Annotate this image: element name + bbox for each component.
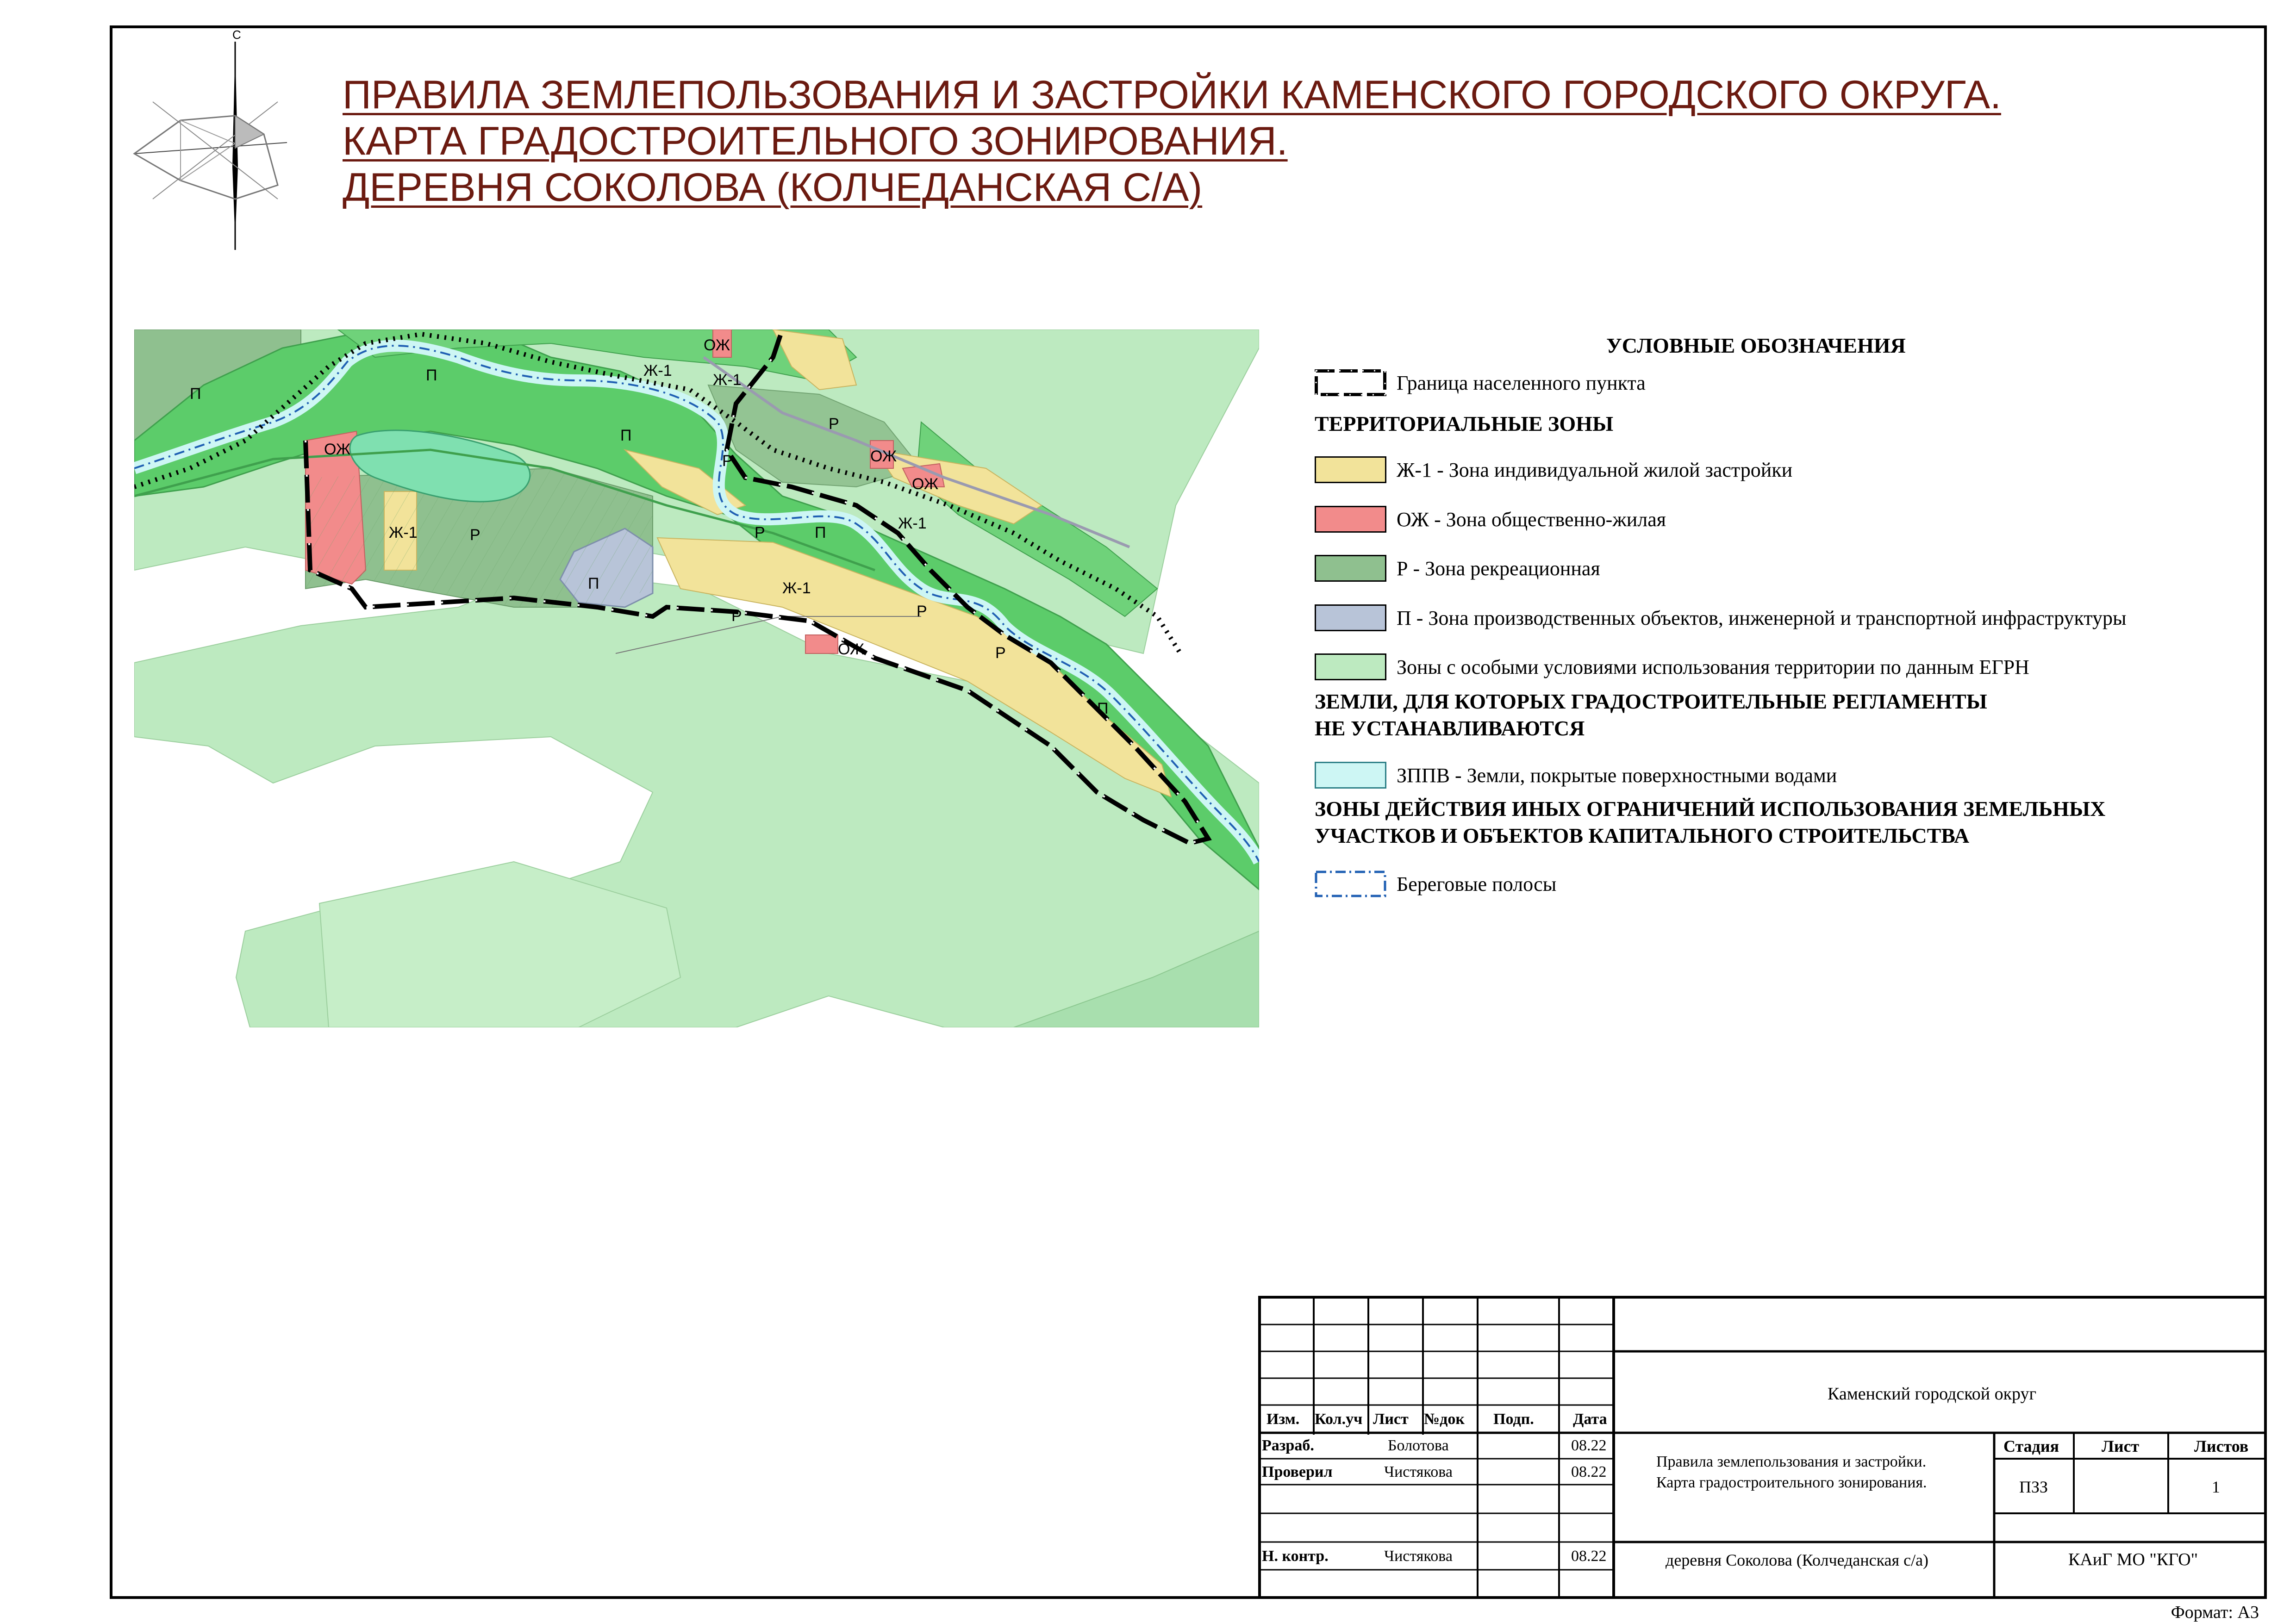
map-label-ozh-2: ОЖ: [704, 336, 730, 354]
stamp-role-nkontr: Н. контр.: [1262, 1548, 1329, 1565]
stamp-name-proveril: Чистякова: [1384, 1463, 1453, 1480]
legend-heading-lands-1: ЗЕМЛИ, ДЛЯ КОТОРЫХ ГРАДОСТРОИТЕЛЬНЫЕ РЕГЛАМЕНТЫ: [1315, 690, 1987, 713]
legend-item-zh1: [1315, 454, 1792, 486]
zoning-map[interactable]: [134, 330, 1259, 1027]
map-label-ozh-1: ОЖ: [324, 441, 351, 458]
legend-item-ozh: [1315, 503, 1666, 535]
shore-line-icon: [1315, 871, 1386, 897]
stamp-header-ndok: №док: [1424, 1411, 1465, 1428]
map-label-ozh-5: ОЖ: [838, 640, 865, 658]
legend-label-zppv: ЗППВ - Земли, покрытые поверхностными водами: [1397, 764, 1837, 787]
legend-item-boundary: [1315, 367, 1646, 399]
stamp-doc-line-2: Карта градостроительного зонирования.: [1656, 1474, 1927, 1491]
legend-heading-other-1: ЗОНЫ ДЕЙСТВИЯ ИНЫХ ОГРАНИЧЕНИЙ ИСПОЛЬЗОВАНИЯ ЗЕМЕЛЬНЫХ: [1315, 797, 2106, 821]
stamp-name-razrab: Болотова: [1388, 1437, 1449, 1454]
legend-title: УСЛОВНЫЕ ОБОЗНАЧЕНИЯ: [1606, 334, 1906, 357]
legend-heading-other-2: УЧАСТКОВ И ОБЪЕКТОВ КАПИТАЛЬНОГО СТРОИТЕЛЬСТВА: [1315, 824, 1970, 847]
map-label-r-5: Р: [917, 603, 927, 620]
title-line-3: ДЕРЕВНЯ СОКОЛОВА (КОЛЧЕДАНСКАЯ С/А): [343, 165, 1203, 210]
legend-item-p: [1315, 602, 2127, 634]
legend-label-shore: Береговые полосы: [1397, 872, 1557, 895]
north-label: С: [232, 28, 241, 42]
stamp-sheets-value: 1: [2212, 1478, 2220, 1496]
stamp-stage-label: Стадия: [2003, 1437, 2059, 1455]
map-label-r-2: Р: [722, 452, 733, 470]
stamp-header-list: Лист: [1373, 1411, 1409, 1428]
legend-swatch-p: [1315, 604, 1386, 631]
legend-swatch-ozh: [1315, 506, 1386, 533]
public-residential-zone-5: [805, 635, 838, 653]
legend-swatch-egrn: [1315, 653, 1386, 680]
legend-item-shore: [1315, 868, 1556, 900]
legend-label-zh1: Ж-1 - Зона индивидуальной жилой застройки: [1397, 458, 1793, 481]
stamp-date-nkontr: 08.22: [1571, 1548, 1607, 1565]
stamp-stage-value: ПЗЗ: [2019, 1478, 2048, 1496]
legend-label-r: Р - Зона рекреационная: [1397, 557, 1600, 580]
legend-item-r: [1315, 552, 1600, 585]
map-label-r-1: Р: [470, 526, 480, 544]
legend-swatch-zh1: [1315, 456, 1386, 483]
stamp-header-data: Дата: [1573, 1411, 1607, 1428]
map-label-p-3: П: [620, 427, 632, 444]
map-label-p-6: П: [1097, 700, 1109, 717]
stamp-org: Каменский городской округ: [1828, 1384, 2037, 1404]
legend-heading-territorial: ТЕРРИТОРИАЛЬНЫЕ ЗОНЫ: [1315, 412, 1614, 435]
stamp-header-kol: Кол.уч: [1315, 1411, 1363, 1428]
legend-label-egrn: Зоны с особыми условиями использования территории по данным ЕГРН: [1397, 655, 2029, 678]
legend-item-zppv: [1315, 759, 1837, 791]
map-label-ozh-4: ОЖ: [912, 475, 939, 493]
map-label-zh1-5: Ж-1: [898, 515, 927, 532]
map-label-zh1-1: Ж-1: [643, 362, 672, 379]
map-label-zh1-2: Ж-1: [713, 371, 742, 389]
title-block: [1258, 1296, 2267, 1599]
legend-heading-lands-2: НЕ УСТАНАВЛИВАЮТСЯ: [1315, 716, 1585, 740]
map-label-p-4: П: [815, 524, 826, 541]
stamp-sheets-label: Листов: [2194, 1437, 2249, 1455]
legend-swatch-zppv: [1315, 762, 1386, 789]
stamp-role-razrab: Разраб.: [1262, 1437, 1314, 1454]
stamp-header-podp: Подп.: [1493, 1411, 1534, 1428]
legend-label-ozh: ОЖ - Зона общественно-жилая: [1397, 508, 1666, 531]
stamp-place: деревня Соколова (Колчеданская с/а): [1666, 1551, 1929, 1569]
north-arrow: [125, 28, 292, 250]
stamp-date-proveril: 08.22: [1571, 1463, 1607, 1480]
legend-swatch-r: [1315, 555, 1386, 582]
title-line-2: КАРТА ГРАДОСТРОИТЕЛЬНОГО ЗОНИРОВАНИЯ.: [343, 119, 1288, 163]
map-label-r-7: Р: [755, 524, 765, 541]
map-label-r-3: Р: [829, 415, 839, 433]
map-label-r-6: Р: [995, 644, 1006, 662]
map-label-p-5: П: [588, 575, 599, 592]
map-label-r-4: Р: [731, 607, 742, 625]
map-title: [343, 72, 2001, 211]
map-label-zh1-4: Ж-1: [782, 579, 811, 597]
stamp-doc-line-1: Правила землепользования и застройки.: [1656, 1453, 1927, 1470]
stamp-date-razrab: 08.22: [1571, 1437, 1607, 1454]
stamp-role-proveril: Проверил: [1262, 1463, 1333, 1480]
map-label-p-1: П: [190, 385, 201, 403]
title-line-1: ПРАВИЛА ЗЕМЛЕПОЛЬЗОВАНИЯ И ЗАСТРОЙКИ КАМЕНСКОГО ГОРОДСКОГО ОКРУГА.: [343, 73, 2001, 117]
stamp-sheet-label: Лист: [2102, 1437, 2140, 1455]
legend-item-egrn: [1315, 651, 2029, 683]
boundary-line-icon: [1315, 369, 1386, 396]
map-label-zh1-3: Ж-1: [389, 524, 418, 541]
zoning-map-canvas: [134, 330, 1259, 1027]
map-label-p-2: П: [426, 367, 437, 384]
sheet-format: Формат: А3: [2171, 1603, 2259, 1622]
legend-label-p: П - Зона производственных объектов, инженерной и транспортной инфраструктуры: [1397, 606, 2127, 629]
compass-rose-icon: [125, 28, 292, 250]
stamp-name-nkontr: Чистякова: [1384, 1548, 1453, 1565]
stamp-header-izm: Изм.: [1267, 1411, 1300, 1428]
map-label-ozh-3: ОЖ: [870, 448, 897, 465]
legend-label-boundary: Граница населенного пункта: [1397, 371, 1646, 394]
stamp-company: КАиГ МО "КГО": [2068, 1550, 2198, 1569]
